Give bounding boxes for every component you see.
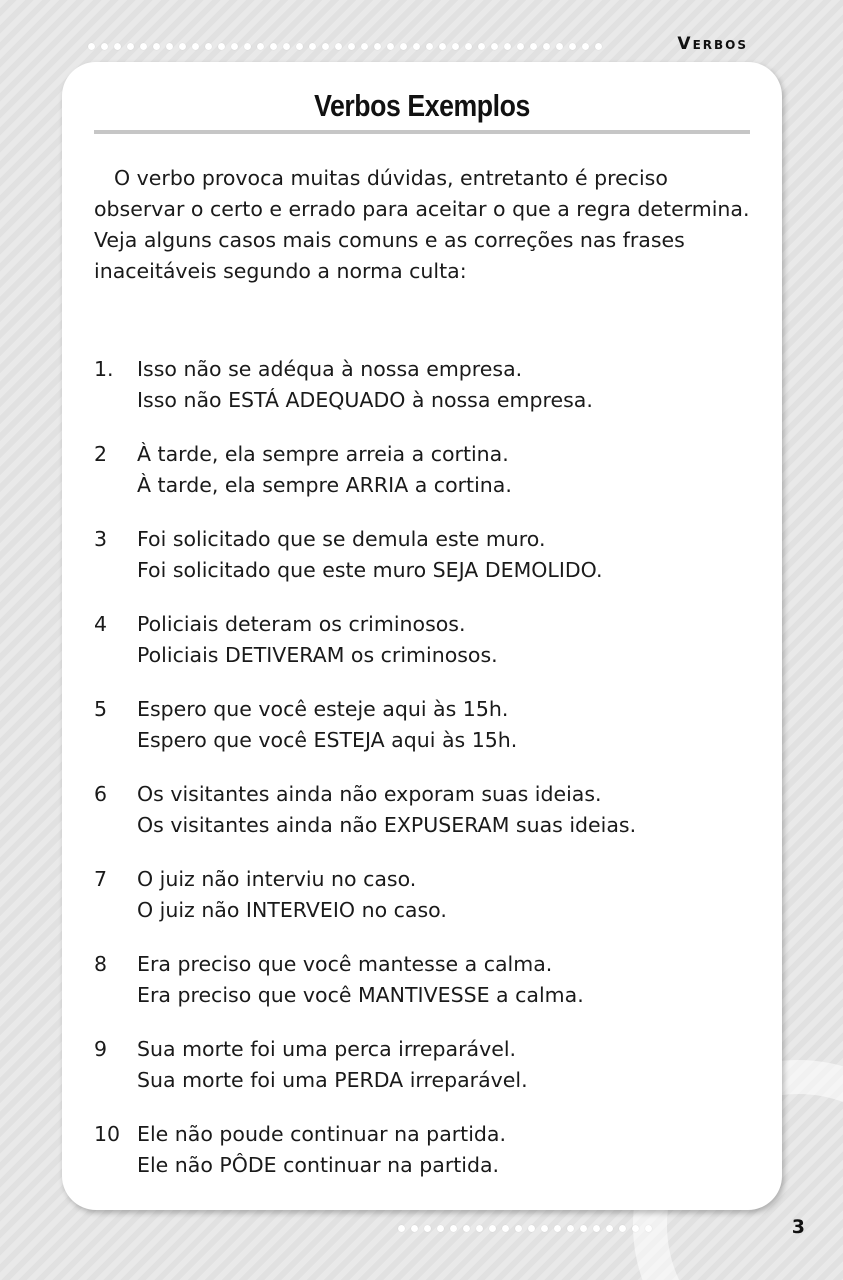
dot — [491, 43, 498, 50]
dot — [582, 43, 589, 50]
dot — [569, 43, 576, 50]
dot — [502, 1225, 509, 1232]
dot — [515, 1225, 522, 1232]
incorrect-sentence: Isso não se adéqua à nossa empresa. — [137, 357, 523, 381]
dot — [192, 43, 199, 50]
correct-sentence: O juiz não INTERVEIO no caso. — [137, 898, 447, 922]
correct-sentence: Era preciso que você MANTIVESSE a calma. — [137, 983, 584, 1007]
footer-dot-row — [398, 1225, 652, 1232]
dot — [554, 1225, 561, 1232]
dot — [541, 1225, 548, 1232]
example-number: 9 — [94, 1037, 108, 1061]
correct-sentence: Ele não PÔDE continuar na partida. — [137, 1153, 500, 1177]
example-lines — [137, 609, 750, 694]
dot — [450, 1225, 457, 1232]
dot — [387, 43, 394, 50]
dot — [452, 43, 459, 50]
example-item — [94, 1119, 750, 1204]
dot — [179, 43, 186, 50]
example-number: 5 — [94, 697, 108, 721]
page-title: Verbos Exemplos — [314, 88, 530, 123]
dot — [437, 1225, 444, 1232]
example-number: 4 — [94, 612, 108, 636]
dot — [528, 1225, 535, 1232]
dot — [645, 1225, 652, 1232]
example-item — [94, 864, 750, 949]
dot — [127, 43, 134, 50]
example-item — [94, 439, 750, 524]
example-lines — [137, 779, 750, 864]
dot — [88, 43, 95, 50]
content-card — [62, 62, 782, 1210]
example-lines — [137, 524, 750, 609]
dot — [231, 43, 238, 50]
incorrect-sentence: Ele não poude continuar na partida. — [137, 1122, 507, 1146]
example-lines — [137, 864, 750, 949]
dot — [309, 43, 316, 50]
dot — [424, 1225, 431, 1232]
incorrect-sentence: Foi solicitado que se demula este muro. — [137, 527, 546, 551]
page-number: 3 — [791, 1216, 805, 1238]
dot — [244, 43, 251, 50]
example-number: 7 — [94, 867, 108, 891]
incorrect-sentence: O juiz não interviu no caso. — [137, 867, 417, 891]
example-lines — [137, 354, 750, 439]
dot — [543, 43, 550, 50]
dot — [101, 43, 108, 50]
correct-sentence: Policiais DETIVERAM os criminosos. — [137, 643, 498, 667]
example-item — [94, 1034, 750, 1119]
incorrect-sentence: Policiais deteram os criminosos. — [137, 612, 466, 636]
correct-sentence: Isso não ESTÁ ADEQUADO à nossa empresa. — [137, 388, 593, 412]
dot — [489, 1225, 496, 1232]
dot — [374, 43, 381, 50]
dot — [153, 43, 160, 50]
example-number: 2 — [94, 442, 108, 466]
example-lines — [137, 694, 750, 779]
dot — [335, 43, 342, 50]
example-item — [94, 524, 750, 609]
incorrect-sentence: Era preciso que você mantesse a calma. — [137, 952, 553, 976]
dot — [476, 1225, 483, 1232]
dot — [398, 1225, 405, 1232]
dot — [257, 43, 264, 50]
dot — [632, 1225, 639, 1232]
incorrect-sentence: Espero que você esteje aqui às 15h. — [137, 697, 509, 721]
dot — [411, 1225, 418, 1232]
example-item — [94, 694, 750, 779]
dot — [439, 43, 446, 50]
example-lines — [137, 439, 750, 524]
dot — [504, 43, 511, 50]
example-number: 8 — [94, 952, 108, 976]
examples-list — [94, 354, 750, 1204]
correct-sentence: Espero que você ESTEJA aqui às 15h. — [137, 728, 518, 752]
dot — [348, 43, 355, 50]
intro-paragraph: O verbo provoca muitas dúvidas, entretanto é preciso observar o certo e errado para aceitar o que a regra determina. Veja alguns casos mais comuns e as correções nas frases inaceitáveis segundo a norma culta: — [94, 166, 750, 283]
example-number: 10 — [94, 1122, 121, 1146]
example-item — [94, 354, 750, 439]
dot — [218, 43, 225, 50]
page-header — [0, 30, 843, 62]
dot — [426, 43, 433, 50]
example-number: 3 — [94, 527, 108, 551]
dot — [567, 1225, 574, 1232]
incorrect-sentence: Sua morte foi uma perca irreparável. — [137, 1037, 517, 1061]
dot — [595, 43, 602, 50]
dot — [361, 43, 368, 50]
dot — [556, 43, 563, 50]
dot — [205, 43, 212, 50]
dot — [593, 1225, 600, 1232]
incorrect-sentence: À tarde, ela sempre arreia a cortina. — [137, 442, 509, 466]
dot — [322, 43, 329, 50]
header-dot-row — [88, 43, 602, 50]
example-lines — [137, 1034, 750, 1119]
dot — [400, 43, 407, 50]
example-item — [94, 779, 750, 864]
correct-sentence: Os visitantes ainda não EXPUSERAM suas ideias. — [137, 813, 637, 837]
dot — [270, 43, 277, 50]
dot — [606, 1225, 613, 1232]
correct-sentence: Foi solicitado que este muro SEJA DEMOLIDO. — [137, 558, 603, 582]
example-item — [94, 949, 750, 1034]
correct-sentence: Sua morte foi uma PERDA irreparável. — [137, 1068, 528, 1092]
dot — [413, 43, 420, 50]
example-item — [94, 609, 750, 694]
dot — [517, 43, 524, 50]
dot — [283, 43, 290, 50]
dot — [530, 43, 537, 50]
dot — [465, 43, 472, 50]
dot — [114, 43, 121, 50]
dot — [619, 1225, 626, 1232]
example-lines — [137, 1119, 750, 1204]
example-number: 1. — [94, 357, 114, 381]
example-number: 6 — [94, 782, 108, 806]
title-divider — [94, 130, 750, 134]
section-label: Verbos — [677, 34, 748, 54]
dot — [478, 43, 485, 50]
correct-sentence: À tarde, ela sempre ARRIA a cortina. — [137, 473, 512, 497]
dot — [580, 1225, 587, 1232]
dot — [296, 43, 303, 50]
dot — [166, 43, 173, 50]
example-lines — [137, 949, 750, 1034]
dot — [140, 43, 147, 50]
incorrect-sentence: Os visitantes ainda não exporam suas ideias. — [137, 782, 602, 806]
dot — [463, 1225, 470, 1232]
